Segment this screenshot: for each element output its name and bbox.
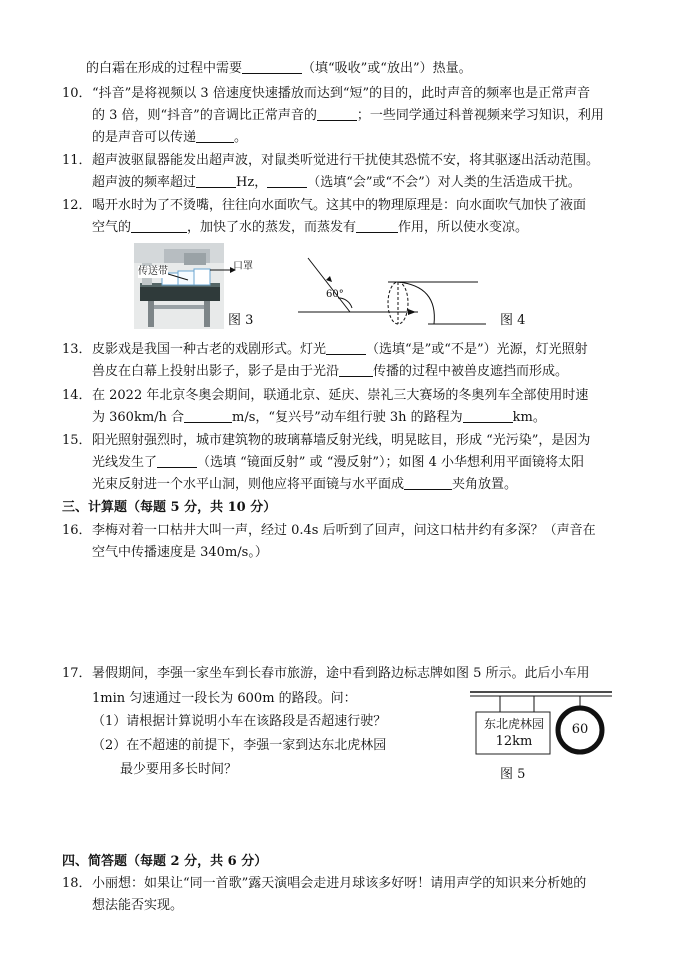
q15-text-d: 夹角放置。 [452,477,518,492]
q10-line1: “抖音”是将视频以 3 倍速度快速播放而达到“短”的目的，此时声音的频率也是正常声音 [92,86,591,101]
q14-text-b: m/s，“复兴号”动车组行驶 3h 的路程为 [232,410,463,425]
q12-blank1[interactable] [131,218,187,233]
q11-blank1[interactable] [196,173,236,188]
q15-blank2[interactable] [404,475,452,490]
q11-line1: 超声波驱鼠器能发出超声波，对鼠类听觉进行干扰使其恐慌不安，将其驱逐出活动范围。 [92,153,600,168]
q16-number: 16． [62,523,92,538]
q11-number: 11． [62,153,92,168]
q9-blank[interactable] [242,59,302,74]
q18-line1: 小丽想：如果让“同一首歌”露天演唱会走进月球该多好呀！请用声学的知识来分析她的 [92,876,587,891]
q13-blank2[interactable] [339,362,373,377]
fig4-caption: 图 4 [500,313,526,328]
fig5-place-name: 东北虎林园 [483,717,544,731]
q11-blank2[interactable] [267,173,307,188]
q15-text-c: 光束反射进一个水平山洞，则他应将平面镜与水平面成 [92,477,405,492]
q10-blank2[interactable] [196,128,234,143]
q14-text-c: km。 [512,410,546,425]
conveyor-photo-illustration [134,243,224,329]
q11-text-c: （选填“会”或“不会”）对人类的生活造成干扰。 [307,175,581,190]
fig5-distance: 12km [495,734,533,749]
q18-line2: 想法能否实现。 [92,898,184,913]
q10-text-b: ；一些同学通过科普视频来学习知识，利用 [356,108,604,123]
q13-number: 13． [62,342,92,357]
q13-text-d: 传播的过程中被兽皮遮挡而形成。 [373,364,569,379]
fig3-label-mask: 口罩 [233,261,253,272]
q11-line2 [92,172,581,194]
q13-text-c: 兽皮在白幕上投射出影子，影子是由于光沿 [92,364,340,379]
q10-text-a: 的 3 倍，则“抖音”的音调比正常声音的 [92,108,317,123]
q10-text-d: 。 [234,130,248,145]
q12-text-b: ，加快了水的蒸发，而蒸发有 [187,220,357,235]
figure-3-photo [134,243,224,329]
q17-number: 17． [62,666,92,681]
q13-blank1[interactable] [326,340,366,355]
fig4-angle-label: 60° [326,289,344,300]
q17-sub2: （2）在不超速的前提下，李强一家到达东北虎林园 [92,738,387,753]
q15-number: 15． [62,433,92,448]
q15-blank1[interactable] [157,453,197,468]
q15-text-a: 光线发生了 [92,455,158,470]
q10-blank1[interactable] [317,106,357,121]
q12-blank2[interactable] [356,218,398,233]
q11-text-b: Hz， [236,175,268,190]
q12-number: 12． [62,198,92,213]
q10-text-c: 的是声音可以传递 [92,130,197,145]
q17-line2: 1min 匀速通过一段长为 600m 的路段。问： [92,691,357,706]
q10-number: 10． [62,86,92,101]
q14-line2 [92,407,546,429]
q17-sub1: （1）请根据计算说明小车在该路段是否超速行驶？ [92,714,387,729]
q13-line2 [92,361,568,383]
q17-line1: 暑假期间，李强一家坐车到长春市旅游，途中看到路边标志牌如图 5 所示。此后小车用 [92,666,590,681]
fig5-caption: 图 5 [500,767,526,782]
q17-sub2-cont: 最少要用多长时间？ [120,762,238,777]
q15-line2 [92,452,584,474]
q16-line1: 李梅对着一口枯井大叫一声，经过 0.4s 后听到了回声，问这口枯井约有多深？（声音在 [92,523,596,538]
q13-text-a: 皮影戏是我国一种古老的戏剧形式。灯光 [92,342,327,357]
q14-text-a: 为 360km/h 合 [92,410,185,425]
q14-number: 14． [62,388,92,403]
section-3-title: 三、计算题（每题 5 分，共 10 分） [62,500,277,515]
q13-text-b: （选填“是”或“不是”）光源，灯光照射 [366,342,588,357]
q12-line1: 喝开水时为了不烫嘴，往往向水面吹气。这其中的物理原理是：向水面吹气加快了液面 [92,198,587,213]
q17-answer-space[interactable] [92,785,632,845]
section-4-title: 四、简答题（每题 2 分，共 6 分） [62,854,268,869]
fig3-caption: 图 3 [228,313,254,328]
q14-blank1[interactable] [184,408,232,423]
fig3-label-belt: 传送带 [138,266,168,277]
q16-answer-space[interactable] [92,570,632,658]
q12-text-c: 作用，所以使水变凉。 [398,220,529,235]
q12-line2 [92,217,528,239]
q15-line3 [92,474,517,496]
q12-text-a: 空气的 [92,220,132,235]
q18-number: 18． [62,876,92,891]
q9-tail: （填“吸收”或“放出”）热量。 [302,61,472,76]
q18-answer-space[interactable] [92,922,632,966]
q15-text-b: （选填 “镜面反射” 或 “漫反射”）；如图 4 小华想利用平面镜将太阳 [197,455,585,470]
q13-line1 [92,339,588,361]
q14-blank2[interactable] [463,408,513,423]
q9-continuation [86,58,472,80]
q16-line2: 空气中传播速度是 340m/s。） [92,545,268,560]
q9-text: 的白霜在形成的过程中需要 [86,61,243,76]
q10-line3 [92,127,247,149]
q11-text-a: 超声波的频率超过 [92,175,197,190]
q14-line1: 在 2022 年北京冬奥会期间，联通北京、延庆、崇礼三大赛场的冬奥列车全部使用时速 [92,388,589,403]
q10-line2 [92,105,604,127]
fig5-speed-limit: 60 [571,722,589,737]
q15-line1: 阳光照射强烈时，城市建筑物的玻璃幕墙反射光线，明晃眩目，形成 “光污染”，是因为 [92,433,591,448]
